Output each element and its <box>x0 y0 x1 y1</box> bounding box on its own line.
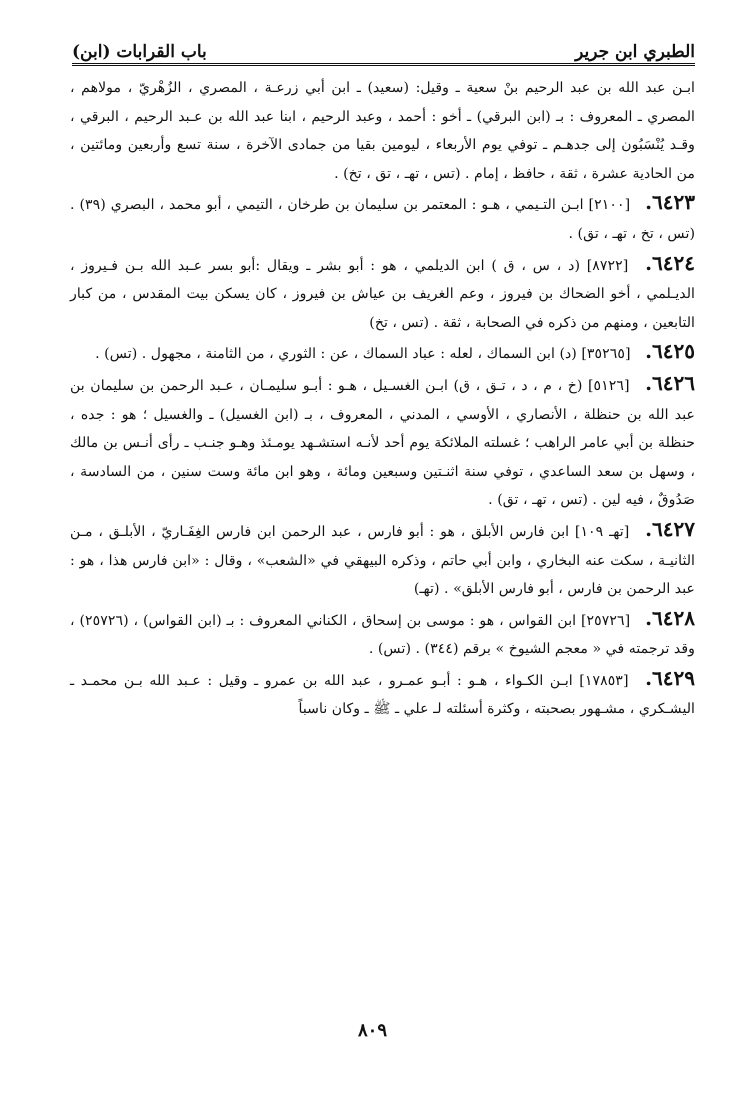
entry-text: [٢٥٧٢٦] ابن القواس ، هو : موسى بن إسحاق ، الكناني المعروف : بـ (ابن القواس) ، (٢٥٧٢٦) ، وقد ترجمته في « معجم الشيوخ » برقم (٣٤٤) . (تس) . <box>70 612 695 658</box>
entry-6428 <box>70 604 695 664</box>
running-header <box>72 28 695 62</box>
entry-6424 <box>70 249 695 338</box>
entry-6423 <box>70 188 695 248</box>
entry-number: ٦٤٢٣. <box>645 190 695 215</box>
entry-number: ٦٤٢٦. <box>645 370 696 395</box>
page-number: ٨٠٩ <box>357 1020 387 1041</box>
entry-text: [٨٧٢٢] (د ، س ، ق ) ابن الديلمي ، هو : أبو بشر ـ ويقال :أبو بسر عـبد الله بـن فـيروز ، الديـلمي ، أخو الضحاك بن فيروز ، وعم الغريف بن عياش بن فيروز ، كان يسكن بيت المقدس ، من كبار التابعين ، ومنهم من ذكره في الصحابة ، ثقة . (تس ، تخ) <box>70 257 695 331</box>
entry-continuation <box>70 74 695 188</box>
entry-text: [٥١٢٦] (خ ، م ، د ، تـق ، ق) ابـن الغسـيل ، هـو : أبـو سليمـان ، عـبد الرحمن بن سليمان بن عبد الله بن حنظلة ، الأنصاري ، الأوسي ، المدني ، المعروف ، بـ (ابن الغسيل) ـ والغسيل ؛ هو : جده ، حنظلة بن أبي عامر الراهب ؛ غسلته الملائكة يوم أحد لأنـه استشـهد يومـئذ وهـو جنـب ـ رأى أنـس بن مالك ، وسهل بن سعد الساعدي ، توفي سنة اثنـتين وسبعين ومائة ، وهو ابن مائة وست سنين ، من السادسة ، صَدُوقٌ ، فيه لين . (تس ، تهـ ، تق) . <box>70 377 695 509</box>
entry-number: ٦٤٢٤. <box>645 250 696 275</box>
entry-6429 <box>70 664 695 724</box>
entry-number: ٦٤٢٨. <box>645 605 695 630</box>
entry-6427 <box>70 515 695 604</box>
header-chapter-title: باب القرابات (ابن) <box>72 42 207 62</box>
entry-text: ابـن عبد الله بن عبد الرحيم بنْ سعية ـ وقيل: (سعيد) ـ ابن أبي زرعـة ، المصري ، الزُهْريّ ، مولاهم ، المصري ـ المعروف : بـ (ابن البرقي) ـ أخو : أحمد ، وعبد الرحيم ، ابنا عبد الله بن عـبد الرحيم ، البرقي ، وقـد يُنْسَبُون إلى جدهـم ـ توفي يوم الأربعاء ، ليومين بقيا من جمادى الآخرة ، سنة تسع وأربعين ومائتين ، من الحادية عشرة ، ثقة ، حافظ ، إمام . (تس ، تهـ ، تق ، تخ) . <box>70 80 695 182</box>
entry-text: [تهـ ١٠٩] ابن فارس الأبلق ، هو : أبو فارس ، عبد الرحمن ابن فارس الغِفَـاريّ ، الأبلـق ، مـن الثانيـة ، سكت عنه البخاري ، وابن أبي حاتم ، وذكره البيهقي في «الشعب» ، وقال : «ابن فارس هذا ، هو : عبد الرحمن بن فارس ، أبو فارس الأبلق» . (تهـ) <box>70 523 695 598</box>
entries-list <box>70 74 695 1014</box>
entry-6425 <box>70 337 695 369</box>
header-double-rule <box>72 63 695 66</box>
entry-text: [٢١٠٠] ابـن التـيمي ، هـو : المعتمر بن سليمان بن طرخان ، التيمي ، أبو محمد ، البصري (٣٩) . (تس ، تخ ، تهـ ، تق) . <box>70 197 695 242</box>
entry-text: [٣٥٢٦٥] (د) ابن السماك ، لعله : عباد السماك ، عن : الثوري ، من الثامنة ، مجهول . (تس) . <box>95 346 631 363</box>
entry-number: ٦٤٢٧. <box>645 516 695 541</box>
entry-number: ٦٤٢٩. <box>645 665 695 690</box>
header-book-title: الطبري ابن جرير <box>575 42 695 62</box>
entry-text: [١٧٨٥٣] ابـن الكـواء ، هـو : أبـو عمـرو ، عبد الله بن عمرو ـ وقيل : عـبد الله بـن محمـد ـ اليشـكري ، مشـهور بصحبته ، وكثرة أسئلته لـ علي ـ ﷺ ـ وكان ناسباً <box>70 672 695 718</box>
entry-number: ٦٤٢٥. <box>645 339 695 364</box>
entry-6426 <box>70 369 695 515</box>
